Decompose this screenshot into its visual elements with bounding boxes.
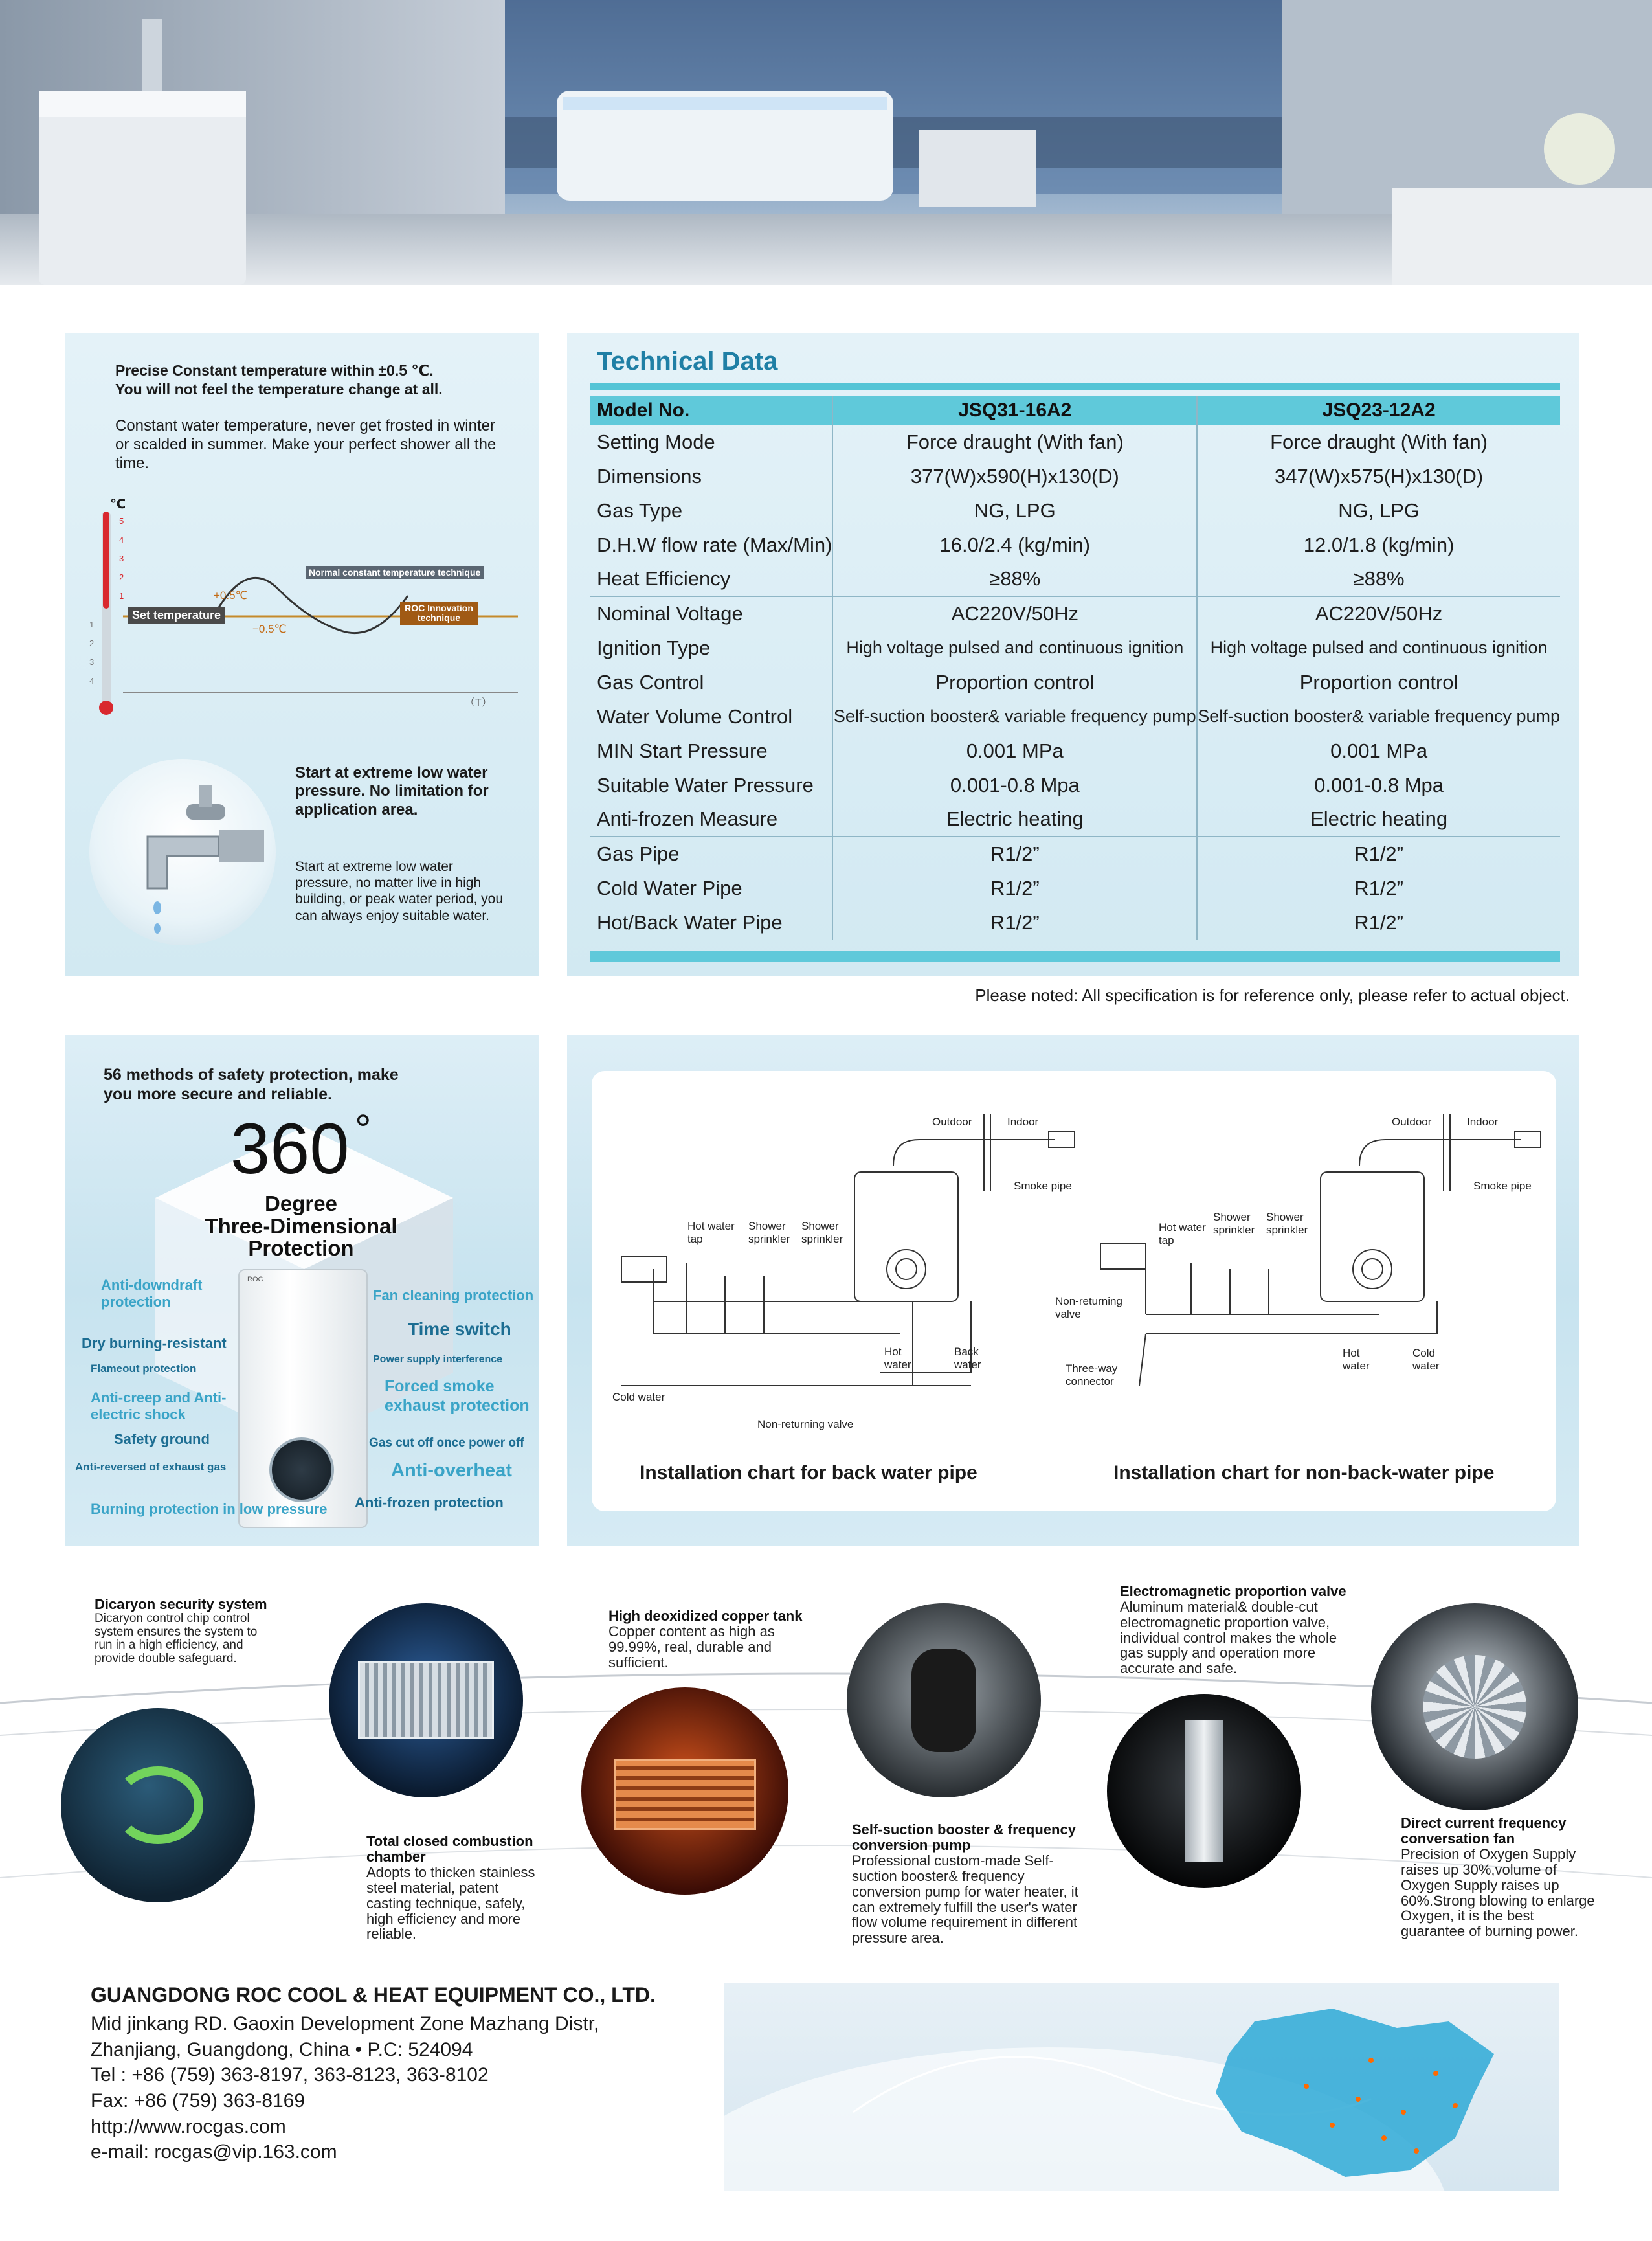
row-label: D.H.W flow rate (Max/Min) [597, 533, 832, 556]
table-row [590, 734, 1560, 768]
scale-4: 4 [119, 535, 124, 545]
faucet-icon [89, 759, 276, 945]
fan-icon [1423, 1655, 1526, 1759]
row-value-b: ≥88% [1197, 562, 1560, 596]
row-value-b: 0.001 MPa [1197, 734, 1560, 768]
c1-hot-water-tap: Hot water tap [687, 1220, 735, 1245]
hero-bathroom-photo [0, 0, 1652, 285]
row-value-a: 377(W)x590(H)x130(D) [832, 459, 1197, 493]
c2-outdoor: Outdoor [1392, 1116, 1432, 1128]
feature-3-body: Copper content as high as 99.99%, real, durable and sufficient. [608, 1623, 775, 1671]
feature-dry-burning: Dry burning-resistant [82, 1335, 227, 1351]
feature-4-body: Professional custom-made Self-suction booster& frequency conversion pump for water heater, it can extremely fulfill the user's water flow volume requirement in different pressure area. [852, 1852, 1078, 1946]
table-row [590, 425, 1560, 459]
feature-pump-image [847, 1603, 1041, 1797]
feature-anti-downdraft: Anti-downdraft protection [101, 1277, 203, 1311]
row-label: Hot/Back Water Pipe [597, 910, 783, 934]
scale-5: 5 [119, 516, 124, 526]
c2-shower-2: Shower sprinkler [1266, 1211, 1308, 1236]
table-row [590, 802, 1560, 837]
normal-technique-tag: Normal constant temperature technique [306, 566, 484, 579]
row-value-b: Electric heating [1197, 802, 1560, 837]
installation-diagram-back-water [608, 1101, 1075, 1444]
c1-outdoor: Outdoor [932, 1116, 972, 1128]
row-value-b: R1/2” [1197, 905, 1560, 940]
row-value-b: High voltage pulsed and continuous ignition [1197, 631, 1560, 665]
row-value-b: R1/2” [1197, 871, 1560, 905]
company-fax: Fax: +86 (759) 363-8169 [91, 2090, 306, 2112]
table-header-row [590, 396, 1560, 425]
c2-shower-1: Shower sprinkler [1213, 1211, 1255, 1236]
safety-heading-line1: 56 methods of safety protection, make [104, 1066, 399, 1084]
row-value-a: 0.001 MPa [832, 734, 1197, 768]
row-label: Water Volume Control [597, 704, 793, 728]
row-value-a: Force draught (With fan) [832, 425, 1197, 459]
temp-heading-line2: You will not feel the temperature change at all. [115, 380, 443, 398]
row-label: Gas Control [597, 670, 704, 693]
row-label: Ignition Type [597, 636, 711, 659]
copper-tank-icon [614, 1759, 756, 1830]
row-value-b: Self-suction booster& variable frequency pump [1197, 699, 1560, 734]
c1-smoke-pipe: Smoke pipe [1014, 1180, 1072, 1192]
spec-note: Please noted: All specification is for reference only, please refer to actual object. [975, 985, 1570, 1005]
feature-1 [95, 1597, 276, 1665]
row-value-a: NG, LPG [832, 493, 1197, 528]
row-label: Gas Type [597, 499, 683, 522]
feature-forced-smoke: Forced smoke exhaust protection [385, 1377, 530, 1415]
feature-1-body: Dicaryon control chip control system ensures the system to run in a high efficiency, and provide double safeguard. [95, 1612, 258, 1665]
row-label: Setting Mode [597, 430, 715, 453]
c2-cold-water: Cold water [1412, 1347, 1440, 1372]
temp-heading [115, 361, 530, 399]
temp-heading-line1: Precise Constant temperature within ±0.5 ℃. [115, 362, 434, 379]
row-label: Gas Pipe [590, 837, 832, 871]
bathroom-illustration [0, 0, 1652, 285]
table-row [590, 837, 1560, 871]
feature-gas-cutoff: Gas cut off once power off [369, 1436, 524, 1450]
feature-2-body: Adopts to thicken stainless steel material, patent casting technique, safely, high efficiency and more reliable. [366, 1864, 535, 1943]
set-temperature-tag: Set temperature [128, 607, 225, 624]
low-pressure-body: Start at extreme low water pressure, no matter live in high building, or peak water period, you can always enjoy suitable water. [295, 859, 504, 923]
c1-cold-water: Cold water [612, 1391, 665, 1403]
company-block [91, 1981, 738, 2165]
row-value-b: Proportion control [1197, 665, 1560, 699]
table-row [590, 905, 1560, 940]
row-label: Nominal Voltage [590, 596, 832, 631]
c2-caption: Installation chart for non-back-water pipe [1113, 1462, 1495, 1483]
row-value-a: Proportion control [832, 665, 1197, 699]
feature-2 [366, 1834, 548, 1942]
row-value-a: R1/2” [832, 871, 1197, 905]
degree-sign: ° [355, 1106, 372, 1153]
scale-3: 3 [119, 554, 124, 563]
c1-shower-1: Shower sprinkler [748, 1220, 790, 1245]
header-model-a: JSQ31-16A2 [832, 396, 1197, 425]
row-label: Dimensions [597, 464, 702, 488]
company-address-2: Zhanjiang, Guangdong, China • P.C: 524094 [91, 2038, 473, 2060]
faucet-circle [89, 759, 276, 945]
table-row [590, 768, 1560, 802]
feature-fan-image [1371, 1603, 1578, 1810]
degree-number: 360 [230, 1109, 350, 1189]
header-model-b: JSQ23-12A2 [1197, 396, 1560, 425]
c1-shower-2: Shower sprinkler [801, 1220, 843, 1245]
installation-diagram-non-back-water [1062, 1101, 1554, 1444]
plus-half-label: +0.5℃ [214, 589, 248, 602]
water-heater-unit [238, 1269, 368, 1528]
feature-6 [1401, 1816, 1595, 1939]
time-axis-label: （T） [465, 697, 492, 708]
chamber-icon [358, 1661, 494, 1739]
row-value-b: 12.0/1.8 (kg/min) [1197, 528, 1560, 562]
protection-sub2: Three-Dimensional [205, 1213, 397, 1238]
feature-power-interference: Power supply interference [373, 1354, 503, 1365]
feature-chamber-image [329, 1603, 523, 1797]
row-value-a: R1/2” [832, 905, 1197, 940]
roc-tag-line1: ROC Innovation [405, 603, 473, 613]
c2-hot-water-tap: Hot water tap [1159, 1221, 1206, 1246]
protection-sub1: Degree [265, 1191, 337, 1215]
c1-indoor: Indoor [1007, 1116, 1039, 1128]
scale-neg2: 2 [89, 638, 95, 648]
feature-5-body: Aluminum material& double-cut electromagnetic proportion valve, individual control makes the whole gas supply and operation more accurate and safe. [1120, 1599, 1337, 1677]
pump-icon [911, 1649, 976, 1752]
row-label: MIN Start Pressure [597, 739, 768, 762]
c2-non-returning-valve: Non-returning valve [1055, 1295, 1122, 1320]
row-value-b: R1/2” [1197, 837, 1560, 871]
company-tel: Tel : +86 (759) 363-8197, 363-8123, 363-8102 [91, 2064, 489, 2086]
feature-6-body: Precision of Oxygen Supply raises up 30%,volume of Oxygen Supply raises up 60%.Strong blowing to enlarge Oxygen, it is the best guarantee of burning power. [1401, 1846, 1595, 1940]
scale-neg4: 4 [89, 676, 95, 686]
row-value-b: AC220V/50Hz [1197, 596, 1560, 631]
roc-technique-tag [400, 602, 478, 625]
scale-2: 2 [119, 572, 124, 582]
unit-display-dial [269, 1437, 334, 1502]
technical-data-title: Technical Data [597, 347, 778, 376]
c1-back-water: Back water [954, 1346, 981, 1371]
c2-hot-water: Hot water [1343, 1347, 1370, 1372]
row-value-a: R1/2” [832, 837, 1197, 871]
feature-3 [608, 1608, 803, 1670]
feature-anti-frozen: Anti-frozen protection [355, 1494, 504, 1511]
feature-4-title: Self-suction booster & frequency conversion pump [852, 1821, 1076, 1854]
row-value-a: 16.0/2.4 (kg/min) [832, 528, 1197, 562]
feature-2-title: Total closed combustion chamber [366, 1833, 533, 1865]
row-label: Anti-frozen Measure [597, 807, 778, 830]
low-pressure-title: Start at extreme low water pressure. No limitation for application area. [295, 764, 489, 818]
chart-unit: ℃ [110, 497, 126, 512]
protection-sub3: Protection [248, 1236, 354, 1261]
feature-safety-ground: Safety ground [114, 1431, 210, 1447]
header-model: Model No. [590, 396, 832, 425]
row-label: Cold Water Pipe [597, 876, 742, 899]
scale-1: 1 [119, 591, 124, 601]
chip-arrow-icon [113, 1766, 203, 1844]
table-row [590, 631, 1560, 665]
row-value-b: Force draught (With fan) [1197, 425, 1560, 459]
roc-tag-line2: technique [417, 613, 461, 624]
unit-brand: ROC [247, 1276, 263, 1283]
c1-non-returning-valve: Non-returning valve [757, 1418, 854, 1430]
row-value-b: 347(W)x575(H)x130(D) [1197, 459, 1560, 493]
valve-icon [1185, 1720, 1223, 1862]
row-value-a: Electric heating [832, 802, 1197, 837]
feature-anti-overheat: Anti-overheat [391, 1460, 512, 1481]
temperature-chart [71, 492, 524, 712]
table-row [590, 699, 1560, 734]
row-value-a: Self-suction booster& variable frequency pump [832, 699, 1197, 734]
row-value-a: AC220V/50Hz [832, 596, 1197, 631]
technical-data-bottom-bar [590, 951, 1560, 962]
china-map-panel [724, 1983, 1559, 2191]
temp-body: Constant water temperature, never get frosted in winter or scalded in summer. Make your perfect shower all the time. [115, 417, 497, 472]
china-map [724, 1983, 1559, 2191]
table-row [590, 459, 1560, 493]
feature-chip-image [61, 1708, 255, 1902]
feature-valve-image [1107, 1694, 1301, 1888]
table-row [590, 493, 1560, 528]
row-value-a: High voltage pulsed and continuous ignition [832, 631, 1197, 665]
row-value-b: NG, LPG [1197, 493, 1560, 528]
feature-5 [1120, 1584, 1346, 1676]
protection-subtitle [188, 1193, 414, 1260]
technical-data-table [590, 396, 1560, 940]
row-value-a: ≥88% [832, 562, 1197, 596]
feature-low-pressure: Burning protection in low pressure [91, 1501, 328, 1517]
company-email-link[interactable]: e-mail: rocgas@vip.163.com [91, 2141, 337, 2163]
feature-1-title: Dicaryon security system [95, 1596, 267, 1612]
scale-neg3: 3 [89, 657, 95, 667]
table-row [590, 665, 1560, 699]
scale-neg1: 1 [89, 620, 95, 629]
feature-anti-creep: Anti-creep and Anti-electric shock [91, 1390, 227, 1423]
feature-time-switch: Time switch [408, 1319, 511, 1339]
row-value-b: 0.001-0.8 Mpa [1197, 768, 1560, 802]
table-row [590, 562, 1560, 596]
feature-flameout: Flameout protection [91, 1362, 197, 1375]
c1-hot-water: Hot water [884, 1346, 911, 1371]
c2-indoor: Indoor [1467, 1116, 1499, 1128]
feature-copper-tank-image [581, 1687, 788, 1895]
c2-three-way: Three-way connector [1066, 1362, 1118, 1388]
technical-data-rule [590, 383, 1560, 390]
feature-6-title: Direct current frequency conversation fan [1401, 1815, 1567, 1847]
feature-5-title: Electromagnetic proportion valve [1120, 1583, 1346, 1599]
minus-half-label: −0.5℃ [252, 623, 287, 635]
feature-3-title: High deoxidized copper tank [608, 1608, 803, 1624]
table-row [590, 871, 1560, 905]
c1-caption: Installation chart for back water pipe [640, 1462, 977, 1483]
table-row [590, 528, 1560, 562]
c2-smoke-pipe: Smoke pipe [1473, 1180, 1532, 1192]
row-label: Suitable Water Pressure [597, 773, 814, 796]
safety-heading [104, 1065, 399, 1104]
row-label: Heat Efficiency [597, 567, 731, 590]
safety-heading-line2: you more secure and reliable. [104, 1085, 332, 1103]
row-value-a: 0.001-0.8 Mpa [832, 768, 1197, 802]
company-name: GUANGDONG ROC COOL & HEAT EQUIPMENT CO., LTD. [91, 1983, 656, 2007]
feature-4 [852, 1822, 1091, 1946]
company-website-link[interactable]: http://www.rocgas.com [91, 2115, 286, 2137]
table-row [590, 596, 1560, 631]
feature-anti-reversed: Anti-reversed of exhaust gas [75, 1461, 227, 1473]
feature-fan-cleaning: Fan cleaning protection [373, 1287, 534, 1303]
company-address-1: Mid jinkang RD. Gaoxin Development Zone Mazhang Distr, [91, 2013, 599, 2035]
